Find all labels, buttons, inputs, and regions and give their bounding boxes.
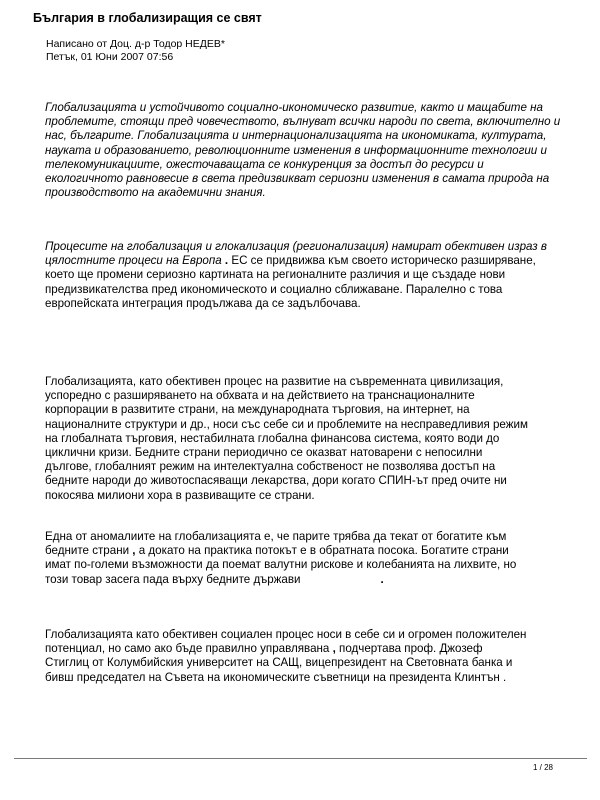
text-line: производството на академични знания.: [45, 186, 266, 200]
date-line: Петък, 01 Юни 2007 07:56: [46, 51, 174, 63]
text-line: успоредно с разширяването на обхвата и на действието на транснационалните: [45, 389, 475, 403]
text-fragment: подчертава проф. Джозеф: [335, 642, 483, 656]
text-line: корпорации в развитите страни, на международната търговия, на интернет, на: [45, 403, 470, 417]
text-line: науката и образованието, революционните изменения в информационните технологии и: [45, 143, 547, 157]
text-line: Глобализацията и устойчивото социално-икономическо развитие, както и мащабите на: [45, 101, 543, 114]
text-line: проблемите, стоящи пред човечеството, вълнуват всички народи по света, включително и: [45, 115, 561, 129]
text-line: европейската интеграция продължава да се задълбочава.: [45, 296, 361, 310]
text-fragment: ,: [129, 544, 136, 558]
text-line: предизвикателства пред икономическото и социално сближаване. Паралелно с това: [45, 282, 503, 296]
text-line: [45, 544, 565, 558]
text-line: [45, 642, 565, 656]
text-line: Глобализацията като обективен социален процес носи в себе си и огромен положителен: [45, 628, 527, 641]
text-line: покосява милиони хора в развиващите се страни.: [45, 488, 315, 502]
text-line: Една от аномалиите на глобализацията е, че парите трябва да текат от богатите към: [45, 530, 507, 543]
text-fragment: ЕС се придвижва към своето историческо разширяване,: [228, 254, 536, 268]
paragraph-5: [45, 628, 565, 685]
paragraph-4: [45, 530, 565, 587]
text-line: екологичното равновесие в света предизвикват сериозни изменения в самата природа на: [45, 172, 550, 186]
page-number: 1 / 28: [532, 763, 553, 772]
paragraph-2: [45, 240, 565, 311]
article-title: България в глобализиращия се свят: [33, 11, 262, 25]
text-line: Стиглиц от Колумбийския университет на САЩ, вицепрезидент на Световната банка и: [45, 656, 513, 670]
text-fragment: този товар засега пада върху бедните държави: [45, 572, 301, 586]
text-fragment: потенциал, но само ако бъде правилно управлявана: [45, 642, 330, 656]
text-fragment: бедните страни: [45, 544, 130, 558]
text-line: нас, българите. Глобализацията и интернационализацията на икономиката, културата,: [45, 129, 547, 143]
text-fragment: цялостните процеси на Европа: [45, 254, 222, 268]
text-line: което ще промени сериозно картината на регионалните различия и ще създаде нови: [45, 268, 506, 282]
text-fragment: а докато на практика потокът е в обратната посока. Богатите страни: [135, 544, 509, 558]
author-line: Написано от Доц. д-р Тодор НЕДЕВ*: [46, 38, 225, 50]
text-fragment: .: [380, 572, 384, 586]
text-line: Глобализацията, като обективен процес на развитие на съвременната цивилизация,: [45, 375, 504, 388]
text-line: бивш председател на Съвета на икономическите съветници на президента Клинтън .: [45, 670, 507, 684]
text-line: циклични кризи. Бедните страни периодично се оказват натоварени с непосилни: [45, 446, 483, 460]
text-line: на глобалната търговия, нестабилната глобална финансова система, която води до: [45, 431, 500, 445]
text-line: [45, 254, 565, 268]
text-line: имат по-големи възможности да поемат валутни рискове и колебанията на лихвите, но: [45, 558, 517, 572]
paragraph-3: [45, 375, 565, 503]
text-line: националните структури и др., носи със себе си и проблемите на несправедливия режим: [45, 417, 528, 431]
text-line: дългове, глобалният режим на интелектуална собственост не позволява достъп на: [45, 460, 496, 474]
text-fragment: ,: [329, 642, 336, 656]
footer-divider: [14, 758, 587, 759]
text-fragment: .: [221, 254, 229, 268]
text-line: бедните народи до животоспасяващи лекарства, дори когато СПИН-ът пред очите ни: [45, 474, 507, 488]
paragraph-1: [45, 101, 565, 200]
text-line: [45, 573, 565, 587]
text-line: телекомуникациите, ожесточаващата се конкуренция за достъп до ресурси и: [45, 157, 484, 171]
text-line: Процесите на глобализация и глокализация (регионализация) намират обективен израз в: [45, 240, 547, 253]
